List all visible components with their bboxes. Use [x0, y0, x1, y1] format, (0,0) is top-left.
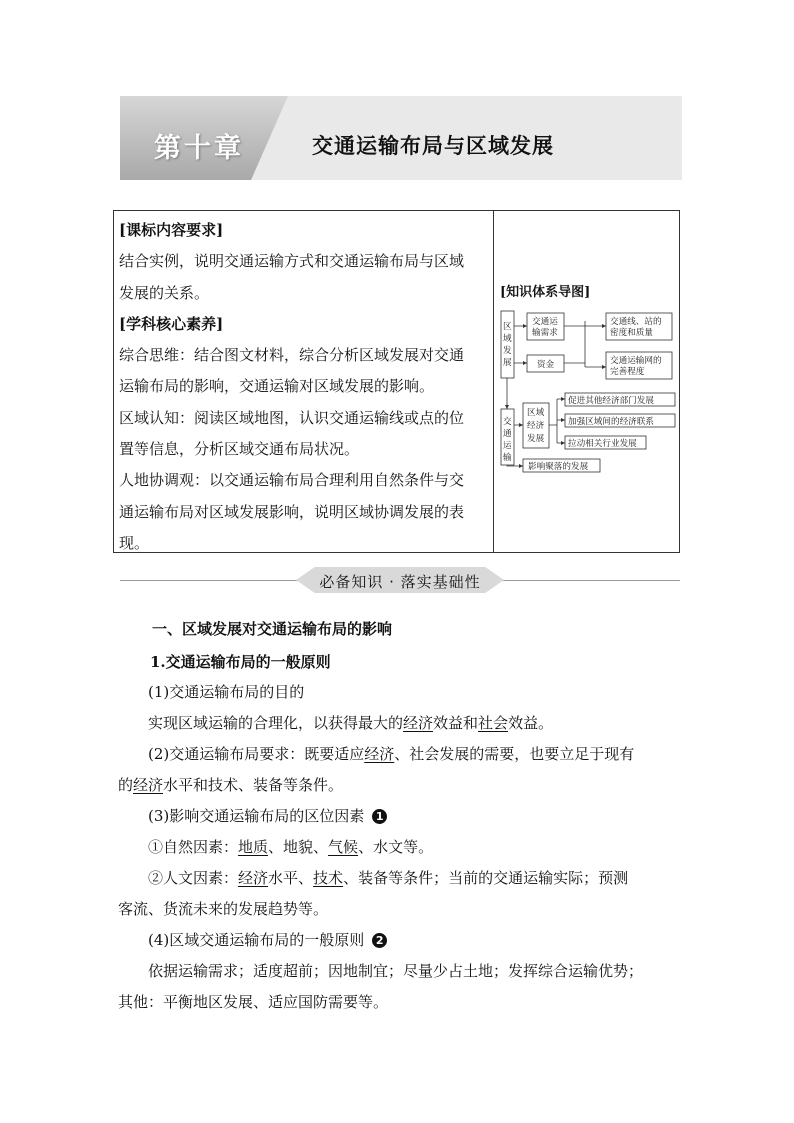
text-span: (2)交通运输布局要求：既要适应 [148, 745, 365, 763]
paragraph-1-title: (1)交通运输布局的目的 [148, 683, 305, 701]
label-region-dev-1: 区 [503, 322, 512, 332]
paragraph-2-line-2 [118, 774, 343, 795]
underlined-answer: 经济 [133, 776, 164, 794]
paragraph-3-human-line-2: 客流、货流未来的发展趋势等。 [118, 900, 329, 918]
literacy-text-line: 区域认知：阅读区域地图，认识交通运输线或点的位 [119, 408, 465, 427]
underlined-answer: 社会 [478, 714, 509, 732]
text-span: 实现区域运输的合理化，以获得最大的 [148, 714, 404, 732]
label-transport-4: 输 [503, 453, 512, 463]
requirements-box [113, 210, 680, 553]
curriculum-heading: [课标内容要求] [119, 221, 224, 239]
label-transport-2: 通 [503, 429, 512, 439]
number-1-icon: 1 [372, 809, 387, 824]
label-transport-1: 交 [503, 417, 512, 427]
text-span: 、社会发展的需要，也要立足于现有 [394, 745, 635, 763]
label-demand-1: 交通运 [532, 317, 558, 327]
underlined-answer: 地质 [238, 838, 269, 856]
requirements-text [119, 215, 489, 559]
label-out3: 拉动相关行业发展 [568, 439, 637, 449]
paragraph-4-line-1: 依据运输需求；适度超前；因地制宜；尽量少占土地；发挥综合运输优势； [148, 962, 644, 980]
text-span: (3)影响交通运输布局的区位因素 [148, 807, 365, 825]
literacy-text-line: 运输布局的影响，交通运输对区域发展的影响。 [119, 377, 435, 396]
paragraph-4-title [148, 929, 387, 950]
section-header [120, 565, 680, 595]
curriculum-text-line: 发展的关系。 [119, 283, 210, 302]
text-span: (4)区域交通运输布局的一般原则 [148, 931, 365, 949]
label-regional-econ-2: 经济 [527, 421, 545, 431]
section-title: 必备知识 · 落实基础性 [319, 573, 481, 591]
text-span: 效益。 [508, 714, 554, 732]
underlined-answer: 技术 [313, 869, 344, 887]
text-span: 的 [118, 776, 134, 794]
paragraph-1 [148, 712, 553, 733]
literacy-text-line: 通运输布局对区域发展影响，说明区域协调发展的表 [119, 502, 465, 521]
label-effect2-2: 完善程度 [610, 367, 645, 377]
text-span: 水平、 [268, 869, 314, 887]
literacy-text-line: 综合思维：结合图文材料，综合分析区域发展对交通 [119, 346, 465, 365]
mindmap-diagram [498, 307, 676, 483]
label-region-dev-4: 展 [503, 358, 512, 368]
heading-level-2: 1.交通运输布局的一般原则 [150, 653, 331, 671]
knowledge-mindmap [498, 307, 676, 483]
label-out4: 影响聚落的发展 [528, 462, 589, 472]
chapter-banner [120, 96, 682, 180]
chapter-title: 交通运输布局与区域发展 [312, 133, 554, 158]
label-effect1-1: 交通线、站的 [610, 317, 662, 327]
label-demand-2: 输需求 [532, 328, 558, 338]
paragraph-3-title [148, 805, 387, 826]
paragraph-4-line-2: 其他：平衡地区发展、适应国防需要等。 [118, 993, 389, 1011]
literacy-heading: [学科核心素养] [119, 314, 224, 333]
text-span: 水平和技术、装备等条件。 [163, 776, 344, 794]
text-span: 效益和 [433, 714, 479, 732]
paragraph-3-natural [148, 836, 433, 857]
text-span: 、地貌、 [268, 838, 329, 856]
label-out2: 加强区域间的经济联系 [568, 417, 654, 427]
literacy-text-line: 现。 [119, 533, 150, 552]
label-effect2-1: 交通运输网的 [610, 356, 662, 366]
label-effect1-2: 密度和质量 [610, 328, 653, 338]
mindmap-title: [知识体系导图] [500, 285, 591, 300]
underlined-answer: 经济 [364, 745, 395, 763]
chapter-label: 第十章 [154, 133, 244, 164]
heading-level-1: 一、区域发展对交通运输布局的影响 [152, 620, 393, 638]
paragraph-2-line-1 [148, 743, 634, 764]
label-region-dev-2: 域 [503, 334, 512, 344]
underlined-answer: 气候 [328, 838, 359, 856]
underlined-answer: 经济 [403, 714, 434, 732]
box-divider [493, 211, 494, 552]
text-span: ①自然因素： [148, 838, 239, 856]
label-out1: 促进其他经济部门发展 [568, 396, 654, 406]
text-span: 、水文等。 [358, 838, 434, 856]
literacy-text-line: 人地协调观：以交通运输布局合理利用自然条件与交 [119, 471, 465, 490]
underlined-answer: 经济 [238, 869, 269, 887]
curriculum-text-line: 结合实例，说明交通运输方式和交通运输布局与区域 [119, 252, 465, 271]
label-regional-econ-3: 发展 [527, 434, 545, 444]
text-span: ②人文因素： [148, 869, 239, 887]
literacy-text-line: 置等信息，分析区域交通布局状况。 [119, 440, 360, 459]
paragraph-3-human-line-1 [148, 867, 628, 888]
text-span: 、装备等条件；当前的交通运输实际；预测 [343, 869, 629, 887]
label-funds: 资金 [537, 360, 555, 370]
number-2-icon: 2 [372, 933, 387, 948]
label-region-dev-3: 发 [503, 346, 512, 356]
label-regional-econ-1: 区域 [527, 408, 545, 418]
label-transport-3: 运 [503, 441, 512, 451]
